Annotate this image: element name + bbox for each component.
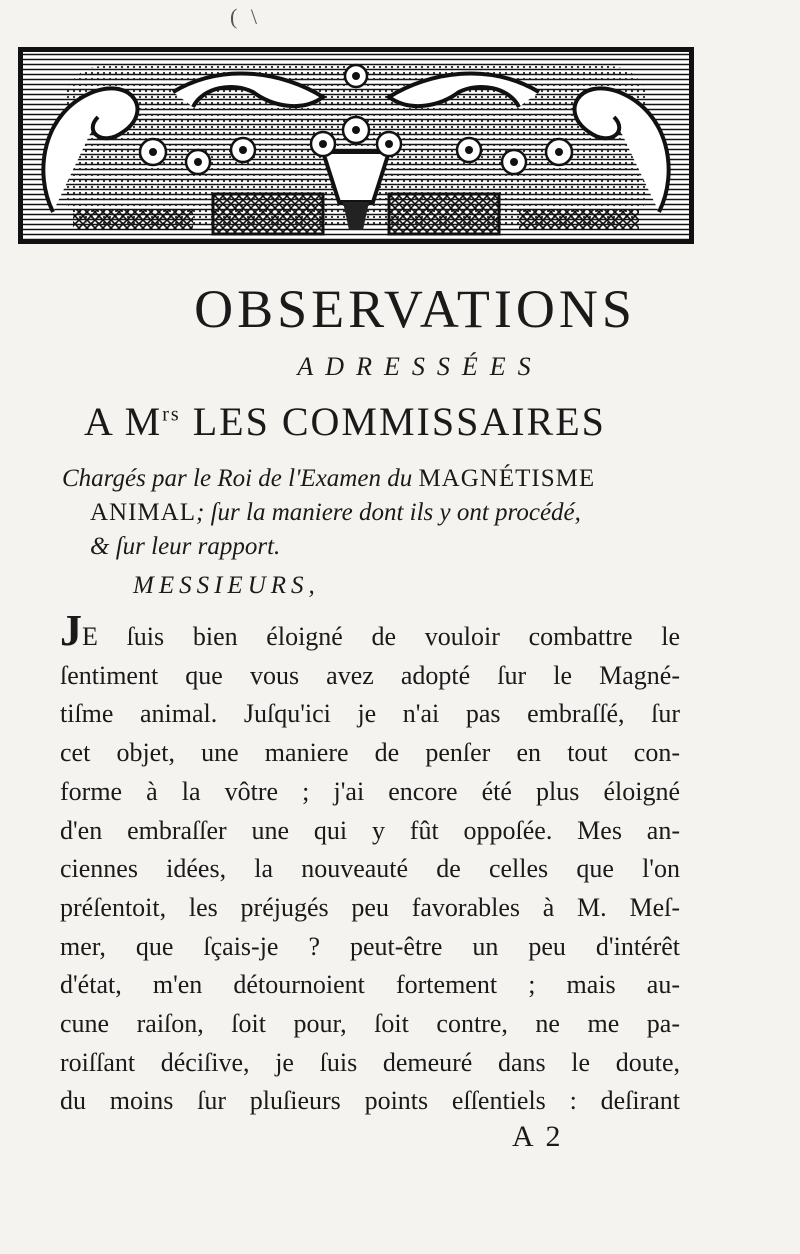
- description-line: [62, 496, 672, 530]
- addressee-rest: LES COMMISSAIRES: [180, 399, 606, 444]
- body-line: préſentoit, les préjugés peu favorables à M. Meſ-: [60, 892, 680, 922]
- page-title: OBSERVATIONS: [194, 279, 636, 339]
- body-line: d'état, m'en détournoient fortement ; mais au-: [60, 970, 680, 1000]
- body-line: JE ſuis bien éloigné de vouloir combattre le: [60, 606, 680, 655]
- salutation: MESSIEURS,: [133, 572, 320, 599]
- decorative-headpiece: [18, 47, 694, 244]
- body-line: ſentiment que vous avez adopté ſur le Magné-: [60, 660, 680, 690]
- ornament-illustration: [23, 52, 689, 239]
- addressee-prefix: A M: [84, 399, 163, 444]
- addressee-superscript: rs: [162, 403, 181, 426]
- page-subtitle: ADRESSÉES: [297, 352, 543, 381]
- body-line: roiſſant déciſive, je ſuis demeuré dans le doute,: [60, 1047, 680, 1077]
- page-corner-mark: ( \: [230, 4, 261, 29]
- signature-mark: A 2: [512, 1120, 564, 1153]
- description-text: ; ſur la maniere dont ils y ont procédé,: [196, 499, 581, 526]
- body-line: ciennes idées, la nouveauté de celles que l'on: [60, 854, 680, 884]
- body-line: du moins ſur pluſieurs points eſſentiels : deſirant: [60, 1086, 680, 1116]
- body-line: mer, que ſçais-je ? peut-être un peu d'intérêt: [60, 931, 680, 961]
- description-line: & ſur leur rapport.: [90, 533, 281, 560]
- body-line: forme à la vôtre ; j'ai encore été plus éloigné: [60, 776, 680, 806]
- body-paragraph: [60, 606, 680, 1121]
- body-line: cune raiſon, ſoit pour, ſoit contre, ne me pa-: [60, 1009, 680, 1039]
- addressee-heading: [84, 398, 606, 445]
- description-line: [62, 462, 672, 496]
- description-text: Chargés par le Roi de l'Examen du: [62, 465, 413, 492]
- description-smallcaps: ANIMAL: [90, 499, 196, 526]
- title-description: [62, 462, 672, 564]
- description-smallcaps: MAGNÉTISME: [418, 465, 596, 492]
- body-line: tiſme animal. Juſqu'ici je n'ai pas embraſſé, ſur: [60, 699, 680, 729]
- body-line: d'en embraſſer une qui y fût oppoſée. Mes an-: [60, 815, 680, 845]
- body-line: cet objet, une maniere de penſer en tout con-: [60, 738, 680, 768]
